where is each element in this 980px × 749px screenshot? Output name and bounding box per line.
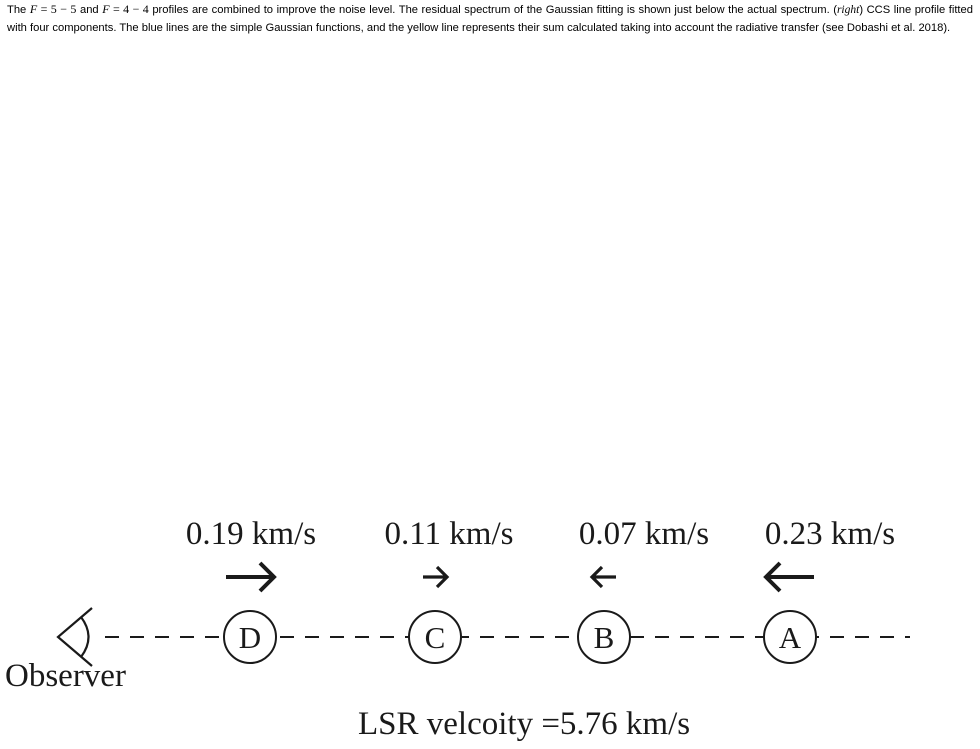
- caption-part-4: ) CCS line profile fitted with four components. The blue lines are the simple Gaussian functions, and the yellow line represents their sum calculated taking into account the radiative transfer (see Dobashi et al. 2018).: [7, 4, 973, 34]
- arrow-right-icon: [423, 567, 447, 587]
- component-velocity: 0.23 km/s: [764, 516, 896, 552]
- component-velocity: 0.07 km/s: [578, 516, 710, 552]
- lsr-velocity-label: LSR velcoity =5.76 km/s: [358, 706, 691, 742]
- component-velocity: 0.11 km/s: [384, 516, 514, 552]
- component-label: D: [238, 620, 262, 655]
- caption-math-2-eq: = 4 − 4: [109, 2, 149, 16]
- component-label: B: [593, 620, 615, 655]
- component-a: [764, 516, 895, 663]
- component-label: A: [778, 620, 802, 655]
- component-d: [186, 516, 316, 663]
- component-velocity: 0.19 km/s: [185, 516, 317, 552]
- caption-math-1-var: F: [29, 2, 38, 16]
- arrow-left-icon: [592, 567, 616, 587]
- caption-part-3: profiles are combined to improve the noise level. The residual spectrum of the Gaussian fitting is shown just below the actual spectrum. (: [148, 4, 837, 16]
- component-c: [385, 516, 514, 663]
- caption-part-1: The: [7, 4, 30, 16]
- components-layer: [186, 516, 895, 663]
- arrow-right-icon: [226, 563, 274, 591]
- caption-math-1-eq: = 5 − 5: [37, 2, 77, 16]
- caption-part-2: and: [76, 4, 103, 16]
- caption-right-word: right: [836, 4, 860, 16]
- caption-math-2-var: F: [102, 2, 110, 16]
- component-b: [578, 516, 709, 663]
- arrow-left-icon: [766, 563, 814, 591]
- component-label: C: [424, 620, 446, 655]
- observer-label: Observer: [5, 658, 126, 694]
